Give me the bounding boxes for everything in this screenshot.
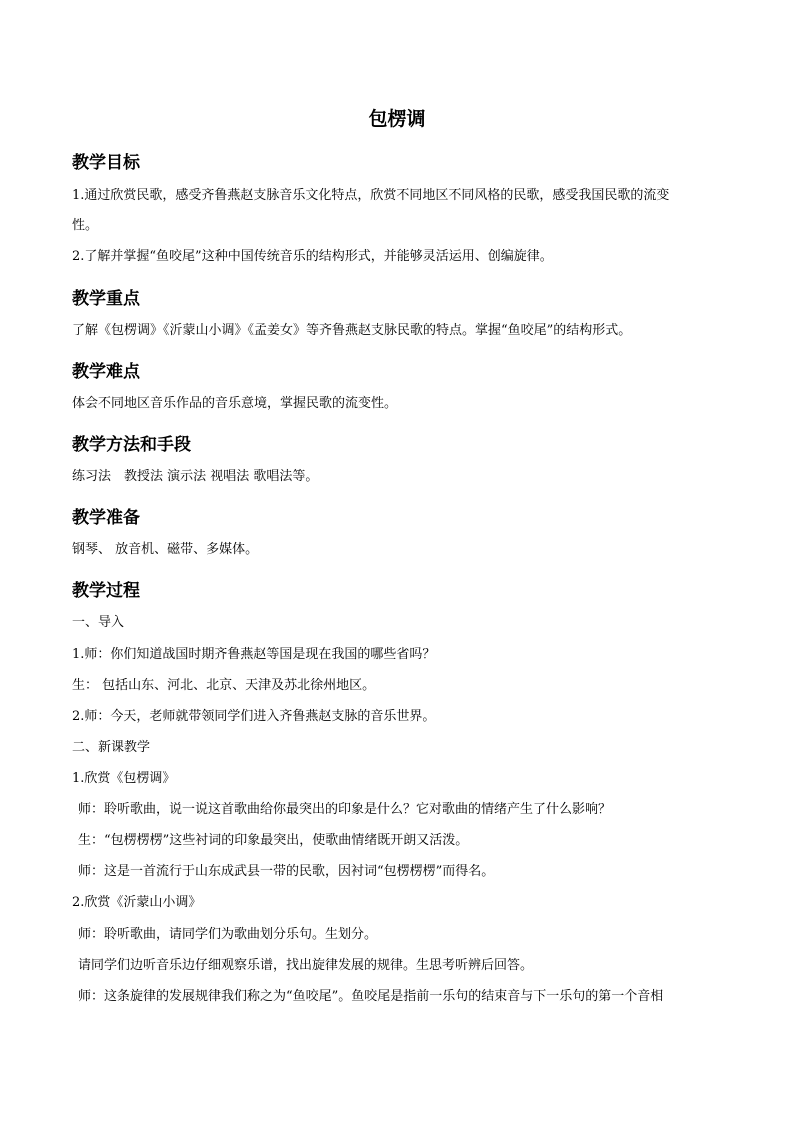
heading-teaching-preparation: 教学准备 — [72, 508, 140, 528]
heading-teaching-methods: 教学方法和手段 — [72, 435, 191, 455]
goal-item-2: 2.了解并掌握“鱼咬尾”这种中国传统音乐的结构形式，并能够灵活运用、创编旋律。 — [72, 249, 553, 264]
process-line: 2.师：今天，老师就带领同学们进入齐鲁燕赵支脉的音乐世界。 — [72, 709, 436, 724]
process-line: 师：聆听歌曲，说一说这首歌曲给你最突出的印象是什么？它对歌曲的情绪产生了什么影响？ — [78, 802, 612, 817]
process-line: 1.欣赏《包楞调》 — [72, 771, 176, 786]
goal-item-1-line-1: 1.通过欣赏民歌，感受齐鲁燕赵支脉音乐文化特点，欣赏不同地区不同风格的民歌，感受我国民歌的流变 — [72, 188, 670, 203]
heading-teaching-key-points: 教学重点 — [72, 289, 140, 309]
page-title: 包楞调 — [368, 108, 426, 130]
goal-item-1-line-2: 性。 — [72, 218, 99, 233]
key-points-text: 了解《包楞调》《沂蒙山小调》《孟姜女》等齐鲁燕赵支脉民歌的特点。掌握“鱼咬尾”的结构形式。 — [72, 323, 632, 338]
process-line: 生： 包括山东、河北、北京、天津及苏北徐州地区。 — [72, 678, 376, 693]
methods-text: 练习法 教授法 演示法 视唱法 歌唱法等。 — [72, 469, 319, 484]
process-line: 师：这条旋律的发展规律我们称之为“鱼咬尾”。鱼咬尾是指前一乐句的结束音与下一乐句的第一个音相 — [78, 989, 664, 1004]
heading-teaching-process: 教学过程 — [72, 581, 140, 601]
heading-teaching-difficulties: 教学难点 — [72, 362, 140, 382]
process-line: 2.欣赏《沂蒙山小调》 — [72, 895, 202, 910]
preparation-text: 钢琴、 放音机、磁带、多媒体。 — [72, 542, 259, 557]
process-line: 1.师：你们知道战国时期齐鲁燕赵等国是现在我国的哪些省吗？ — [72, 647, 436, 662]
process-line: 请同学们边听音乐边仔细观察乐谱，找出旋律发展的规律。生思考听辨后回答。 — [78, 958, 534, 973]
process-line: 师：聆听歌曲，请同学们为歌曲划分乐句。生划分。 — [78, 927, 378, 942]
difficulties-text: 体会不同地区音乐作品的音乐意境，掌握民歌的流变性。 — [72, 396, 398, 411]
process-line: 师：这是一首流行于山东成武县一带的民歌，因衬词“包楞楞楞”而得名。 — [78, 864, 495, 879]
process-line: 一、导入 — [72, 615, 125, 630]
heading-teaching-goals: 教学目标 — [72, 153, 140, 173]
process-line: 二、新课教学 — [72, 740, 151, 755]
process-line: 生：“包楞楞楞”这些衬词的印象最突出，使歌曲情绪既开朗又活泼。 — [78, 833, 469, 848]
